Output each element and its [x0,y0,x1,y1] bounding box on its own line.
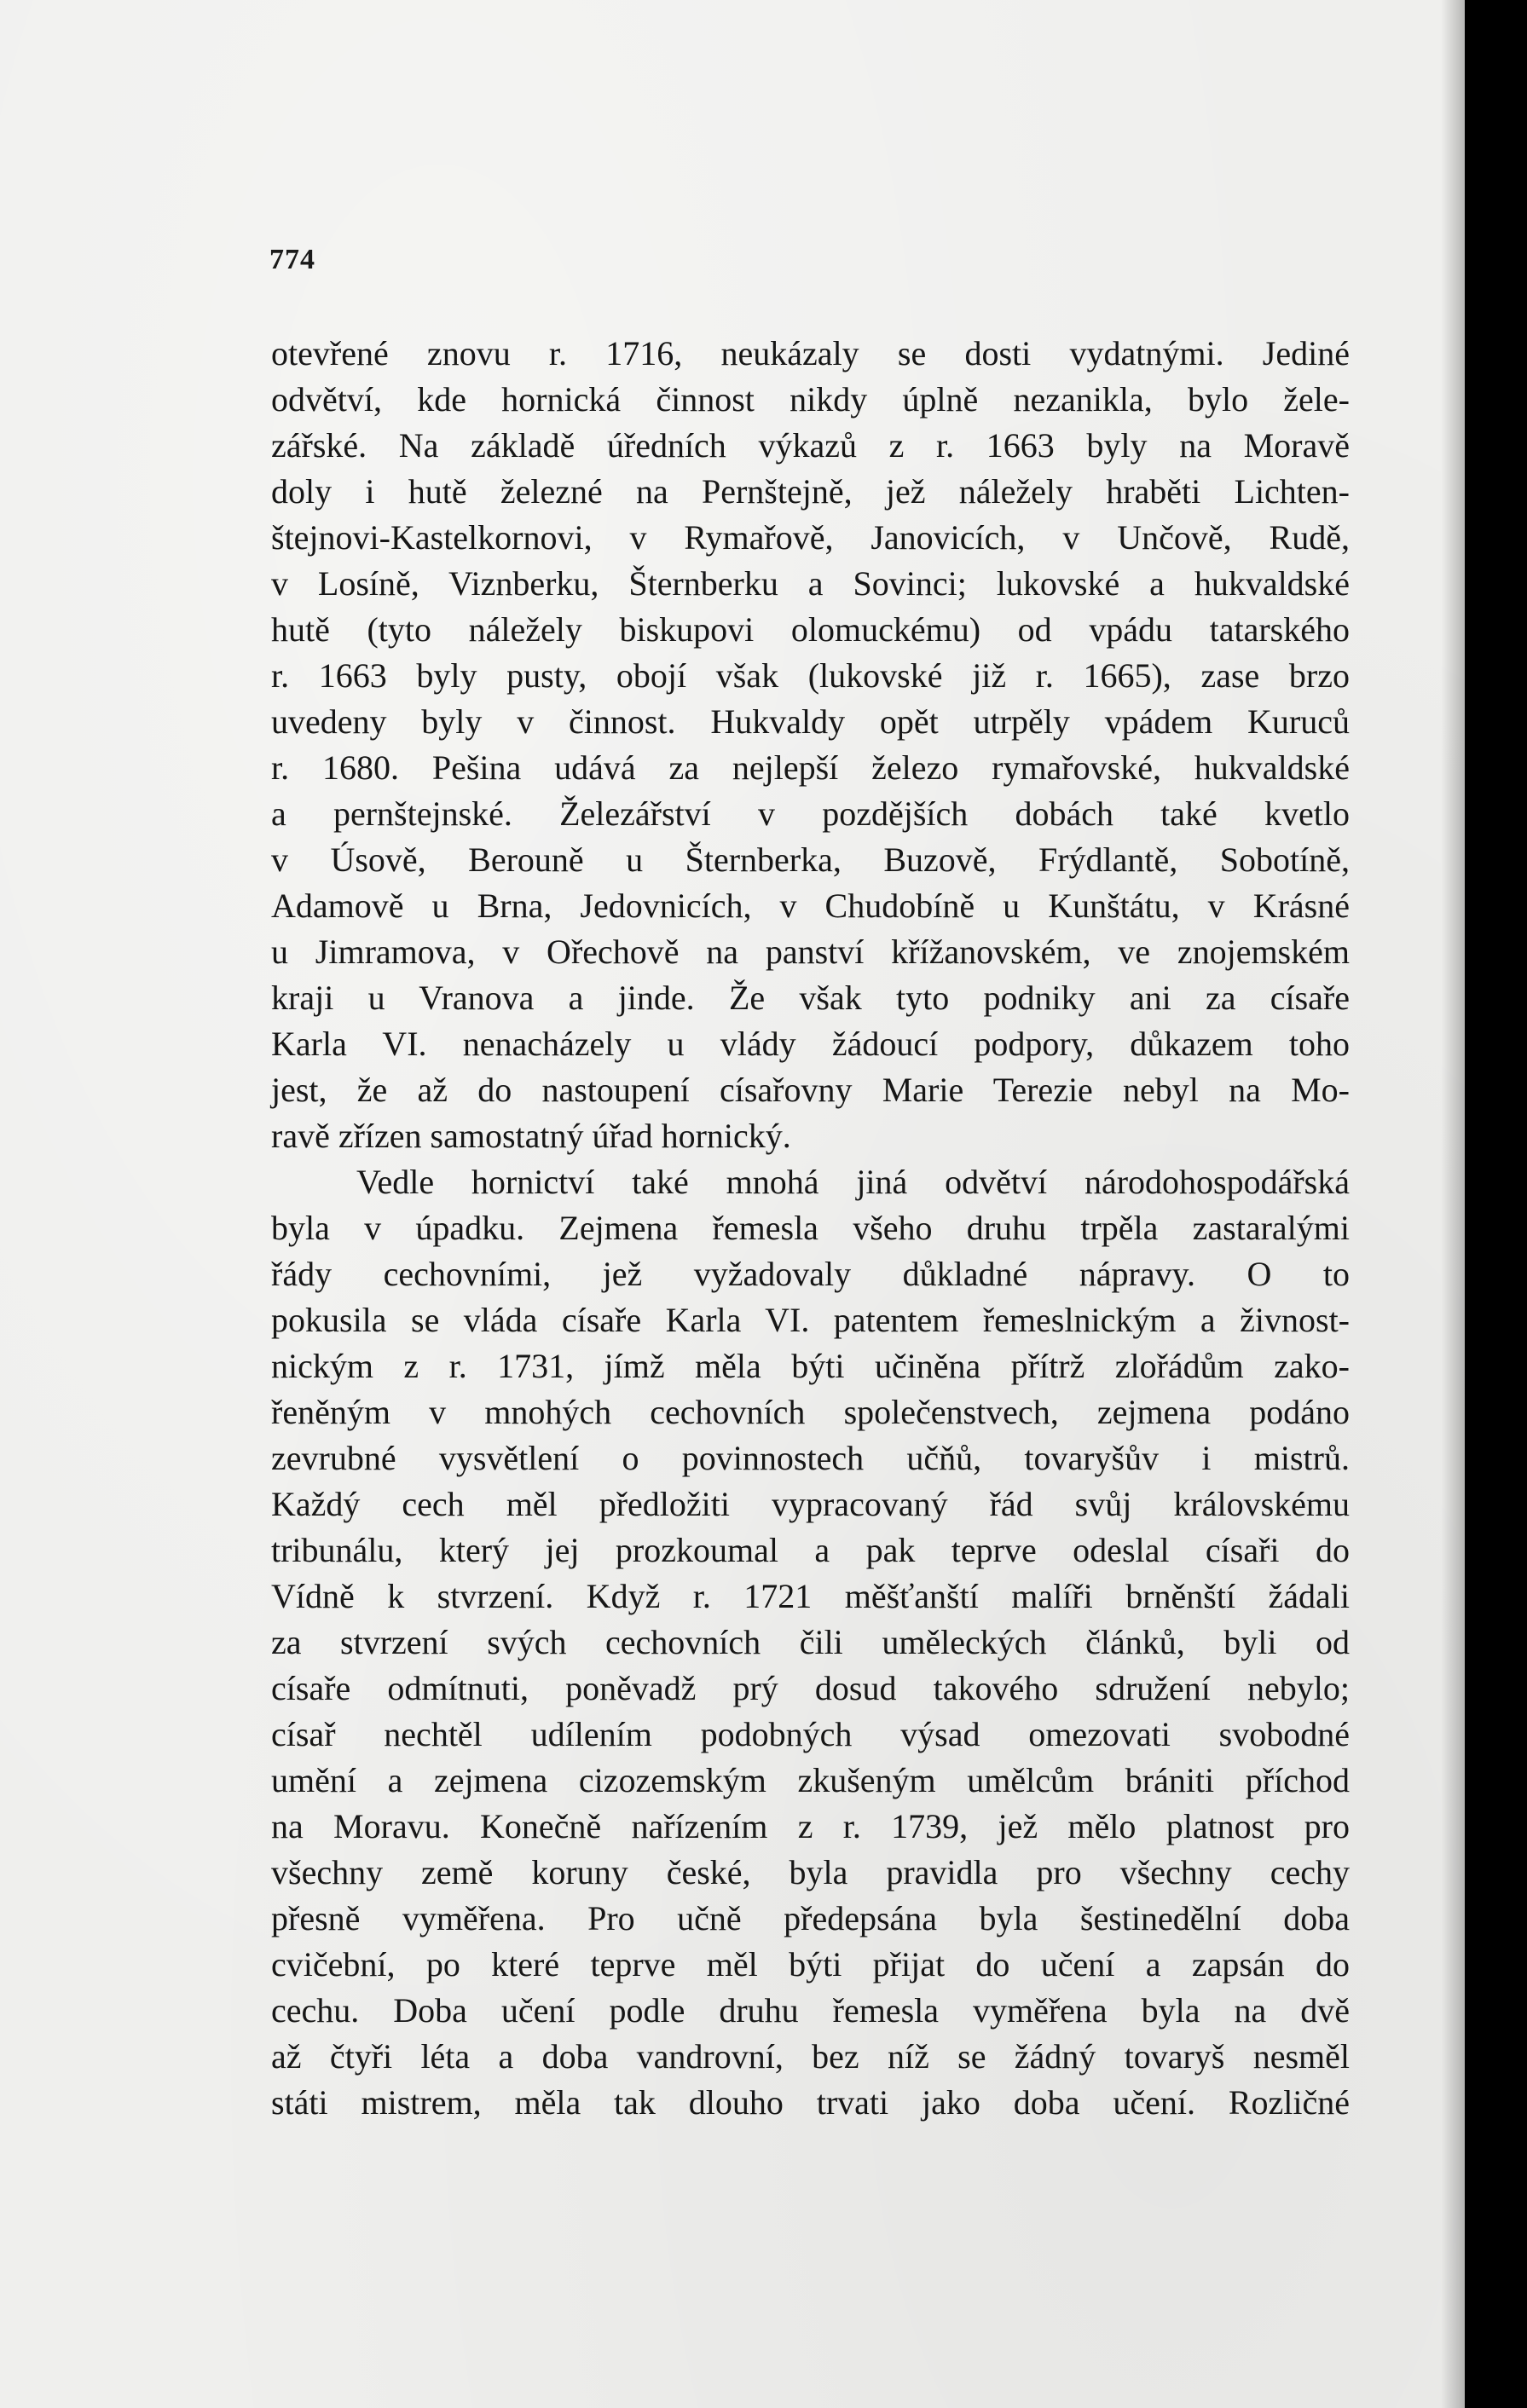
text-line: v Losíně, Viznberku, Šternberku a Sovinci; lukovské a hukvaldské [271,564,1350,603]
text-line: cvičební, po které teprve měl býti přijat do učení a zapsán do [271,1945,1350,1984]
text-line: nickým z r. 1731, jímž měla býti učiněna přítrž zlořádům zako- [271,1347,1350,1385]
page-number: 774 [269,244,315,275]
text-line: pokusila se vláda císaře Karla VI. patentem řemeslnickým a živnost- [271,1301,1350,1339]
text-line: Adamově u Brna, Jedovnicích, v Chudobíně u Kunštátu, v Krásné [271,886,1350,925]
text-line: byla v úpadku. Zejmena řemesla všeho druhu trpěla zastaralými [271,1209,1350,1247]
text-line: státi mistrem, měla tak dlouho trvati jako doba učení. Rozličné [271,2083,1350,2122]
text-line: v Úsově, Berouně u Šternberka, Buzově, Frýdlantě, Sobotíně, [271,840,1350,879]
text-line: odvětví, kde hornická činnost nikdy úplně nezanikla, bylo žele- [271,380,1350,419]
text-line: cechu. Doba učení podle druhu řemesla vyměřena byla na dvě [271,1991,1350,2030]
text-line: r. 1663 byly pusty, obojí však (lukovské již r. 1665), zase brzo [271,656,1350,695]
text-line: na Moravu. Konečně nařízením z r. 1739, jež mělo platnost pro [271,1807,1350,1845]
text-line: až čtyři léta a doba vandrovní, bez níž se žádný tovaryš nesměl [271,2037,1350,2076]
text-line: zářské. Na základě úředních výkazů z r. 1663 byly na Moravě [271,426,1350,465]
page-edge-shadow [1441,0,1466,2408]
text-line: všechny země koruny české, byla pravidla pro všechny cechy [271,1853,1350,1891]
text-line: Každý cech měl předložiti vypracovaný řád svůj královskému [271,1485,1350,1523]
text-line: r. 1680. Pešina udává za nejlepší železo rymařovské, hukvaldské [271,748,1350,787]
text-line: kraji u Vranova a jinde. Že však tyto podniky ani za císaře [271,979,1350,1017]
text-line: jest, že až do nastoupení císařovny Marie Terezie nebyl na Mo- [271,1071,1350,1109]
text-line: a pernštejnské. Železářství v pozdějších dobách také kvetlo [271,794,1350,833]
text-line: tribunálu, který jej prozkoumal a pak teprve odeslal císaři do [271,1531,1350,1569]
text-line: Vídně k stvrzení. Když r. 1721 měšťanští malíři brněnští žádali [271,1577,1350,1615]
text-line: řeněným v mnohých cechovních společenstvech, zejmena podáno [271,1393,1350,1431]
text-line: řády cechovními, jež vyžadovaly důkladné nápravy. O to [271,1255,1350,1293]
text-line: otevřené znovu r. 1716, neukázaly se dosti vydatnými. Jediné [271,334,1350,372]
text-line: doly i hutě železné na Pernštejně, jež náležely hraběti Lichten- [271,472,1350,511]
text-line: císaře odmítnuti, poněvadž prý dosud takového sdružení nebylo; [271,1669,1350,1707]
text-line: přesně vyměřena. Pro učně předepsána byla šestinedělní doba [271,1899,1350,1937]
body-text [271,331,1350,2126]
text-line: Karla VI. nenacházely u vlády žádoucí podpory, důkazem toho [271,1025,1350,1063]
text-line: hutě (tyto náležely biskupovi olomuckému) od vpádu tatarského [271,610,1350,649]
text-line: štejnovi-Kastelkornovi, v Rymařově, Janovicích, v Unčově, Rudě, [271,518,1350,557]
text-line: za stvrzení svých cechovních čili uměleckých článků, byli od [271,1623,1350,1661]
text-line: císař nechtěl udílením podobných výsad omezovati svobodné [271,1715,1350,1753]
text-line: umění a zejmena cizozemským zkušeným umělcům brániti příchod [271,1761,1350,1799]
text-line: u Jimramova, v Ořechově na panství křížanovském, ve znojemském [271,933,1350,971]
text-line: Vedle hornictví také mnohá jiná odvětví národohospodářská [356,1163,1350,1201]
text-line: ravě zřízen samostatný úřad hornický. [271,1117,791,1155]
text-line: uvedeny byly v činnost. Hukvaldy opět utrpěly vpádem Kuruců [271,702,1350,741]
text-line: zevrubné vysvětlení o povinnostech učňů, tovaryšův i mistrů. [271,1439,1350,1477]
